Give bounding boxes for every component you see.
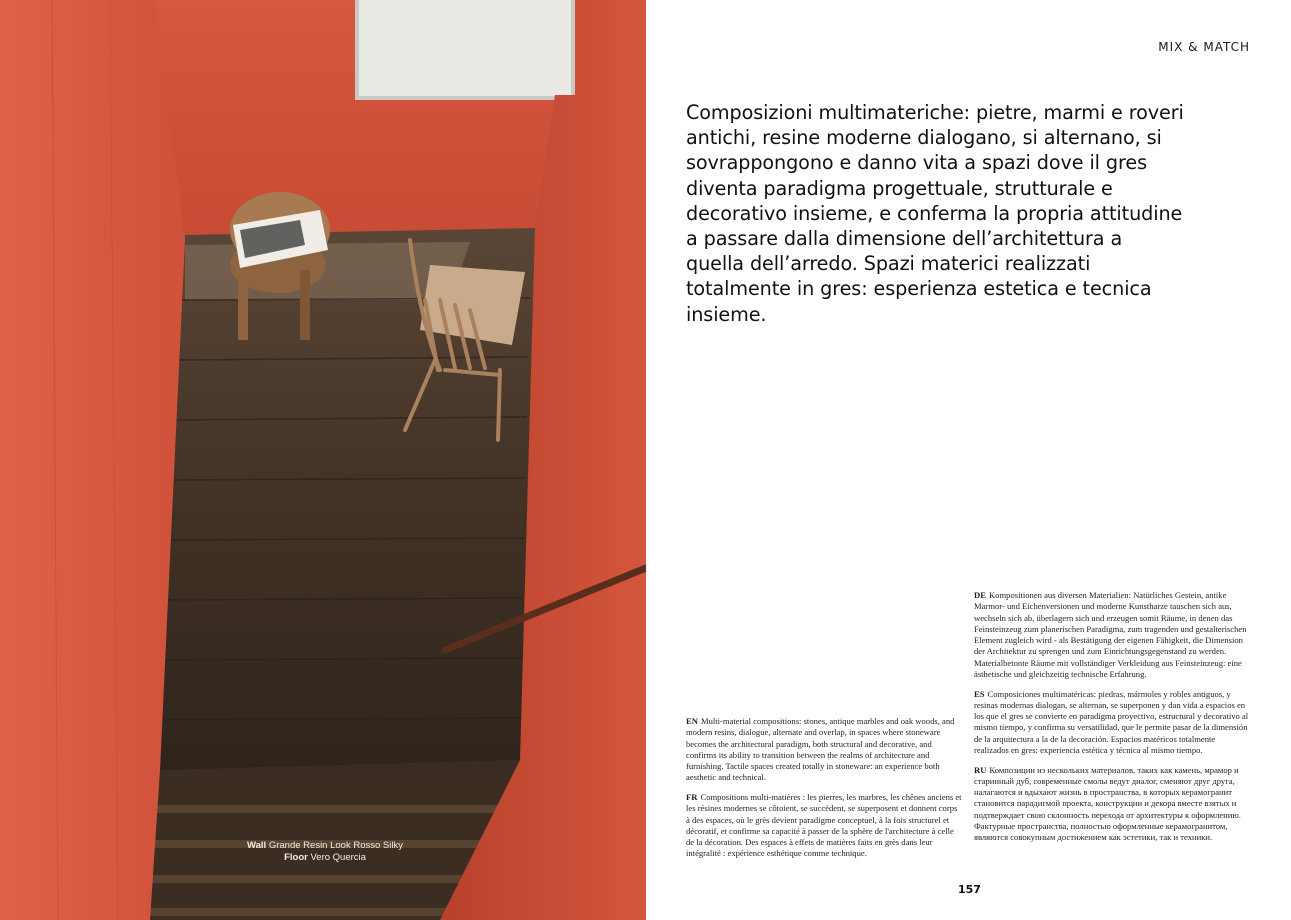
lang-code-de: DE: [974, 590, 986, 600]
translations-left-column: [686, 716, 963, 868]
translation-de: [974, 590, 1252, 680]
translation-en: [686, 716, 963, 784]
text-page: [646, 0, 1291, 920]
section-label: MIX & MATCH: [1158, 40, 1250, 54]
lead-paragraph: Composizioni multimateriche: pietre, marmi e roveri antichi, resine moderne dialogano, si alternano, si sovrappongono e danno vita a spazi dove il gres diventa paradigma progettuale, strutturale e decorativo insieme, e conferma la propria attitudine a passare dalla dimensione dell’architettura a quella dell’arredo. Spazi materici realizzati totalmente in gres: esperienza estetica e tecnica insieme.: [686, 101, 1184, 326]
translation-es: [974, 689, 1252, 757]
lang-code-es: ES: [974, 688, 985, 699]
lang-code-fr: FR: [686, 792, 698, 802]
translation-en-text: Multi-material compositions: stones, antique marbles and oak woods, and modern resins, dialogue, alternate and overlap, in spaces where stoneware becomes the architectural paradigm, both structural and decorative, and confirms its ability to transition between the realms of architecture and furnishing. Tactile spaces created totally in stoneware: an experience both aesthetic and technical.: [686, 716, 955, 783]
lang-code-ru: RU: [974, 764, 987, 775]
page-number: 157: [958, 883, 981, 896]
translations-right-column: [974, 590, 1252, 852]
translation-de-text: Kompositionen aus diversen Materialien: Natürliches Gestein, antike Marmor- und Eichenversionen und moderne Kunstharze tauschen sich aus, wechseln sich ab, überlagern sich und erzeugen somit Räume, in denen das Feinsteinzeug zum planerischen Paradigma, zum tragenden und gestalterischen Element zugleich wird - als Bestätigung der eigenen Fähigkeit, die Dimension der Architektur zu sprengen und zum Einrichtungsgegenstand zu werden. Materialbetonte Räume mit vollständiger Verkleidung aus Feinsteinzeug: eine ästhetische und gleichzeitig technische Erfahrung.: [974, 590, 1247, 679]
photo-caption: [200, 840, 450, 864]
caption-wall-value: Grande Resin Look Rosso Silky: [268, 840, 403, 851]
translation-ru-text: Композиции из нескольких материалов, таких как камень, мрамор и старинный дуб, современные смолы ведут диалог, сменяют друг друга, налагаются и вдыхают жизнь в пространства, в которых керамогранит становится парадигмой проекта, конструкции и декора вместе взятых и подтверждает свою склонность перехода от архитектуры к оформлению. Фактурные пространства, полностью оформленные керамогранитом, являются совокупным достижением как эстетики, так и техники.: [974, 764, 1241, 842]
translation-fr: [686, 792, 963, 860]
lang-code-en: EN: [686, 716, 698, 726]
caption-floor-value: Vero Quercia: [310, 852, 366, 863]
translation-fr-text: Compositions multi-matières : les pierres, les marbres, les chênes anciens et les résines modernes se côtoient, se succèdent, se superposent et donnent corps à des espaces, où le grès devient paradigme conceptuel, à la fois structurel et décoratif, et confirme sa capacité à passer de la sphère de l'architecture à celle de la décoration. Des espaces à effets de matières faits en grès dans leur intégralité : expérience esthétique comme technique.: [686, 792, 962, 859]
translation-es-text: Composiciones multimatéricas: piedras, mármoles y robles antiguos, y resinas modernas dialogan, se alternan, se superponen y dan vida a espacios en los que el gres se convierte en paradigma proyectivo, estructural y decorativo al mismo tiempo, y confirma su versatilidad, que le permite pasar de la dimensión de la arquitectura a la de la decoración. Espacios matéricos totalmente realizados en gres: experiencia estética y técnica al mismo tiempo.: [974, 688, 1249, 755]
translation-ru: [974, 765, 1252, 844]
caption-floor-line: [200, 852, 450, 864]
caption-floor-label: Floor: [284, 852, 308, 863]
caption-wall-label: Wall: [247, 840, 267, 851]
caption-wall-line: [200, 840, 450, 852]
